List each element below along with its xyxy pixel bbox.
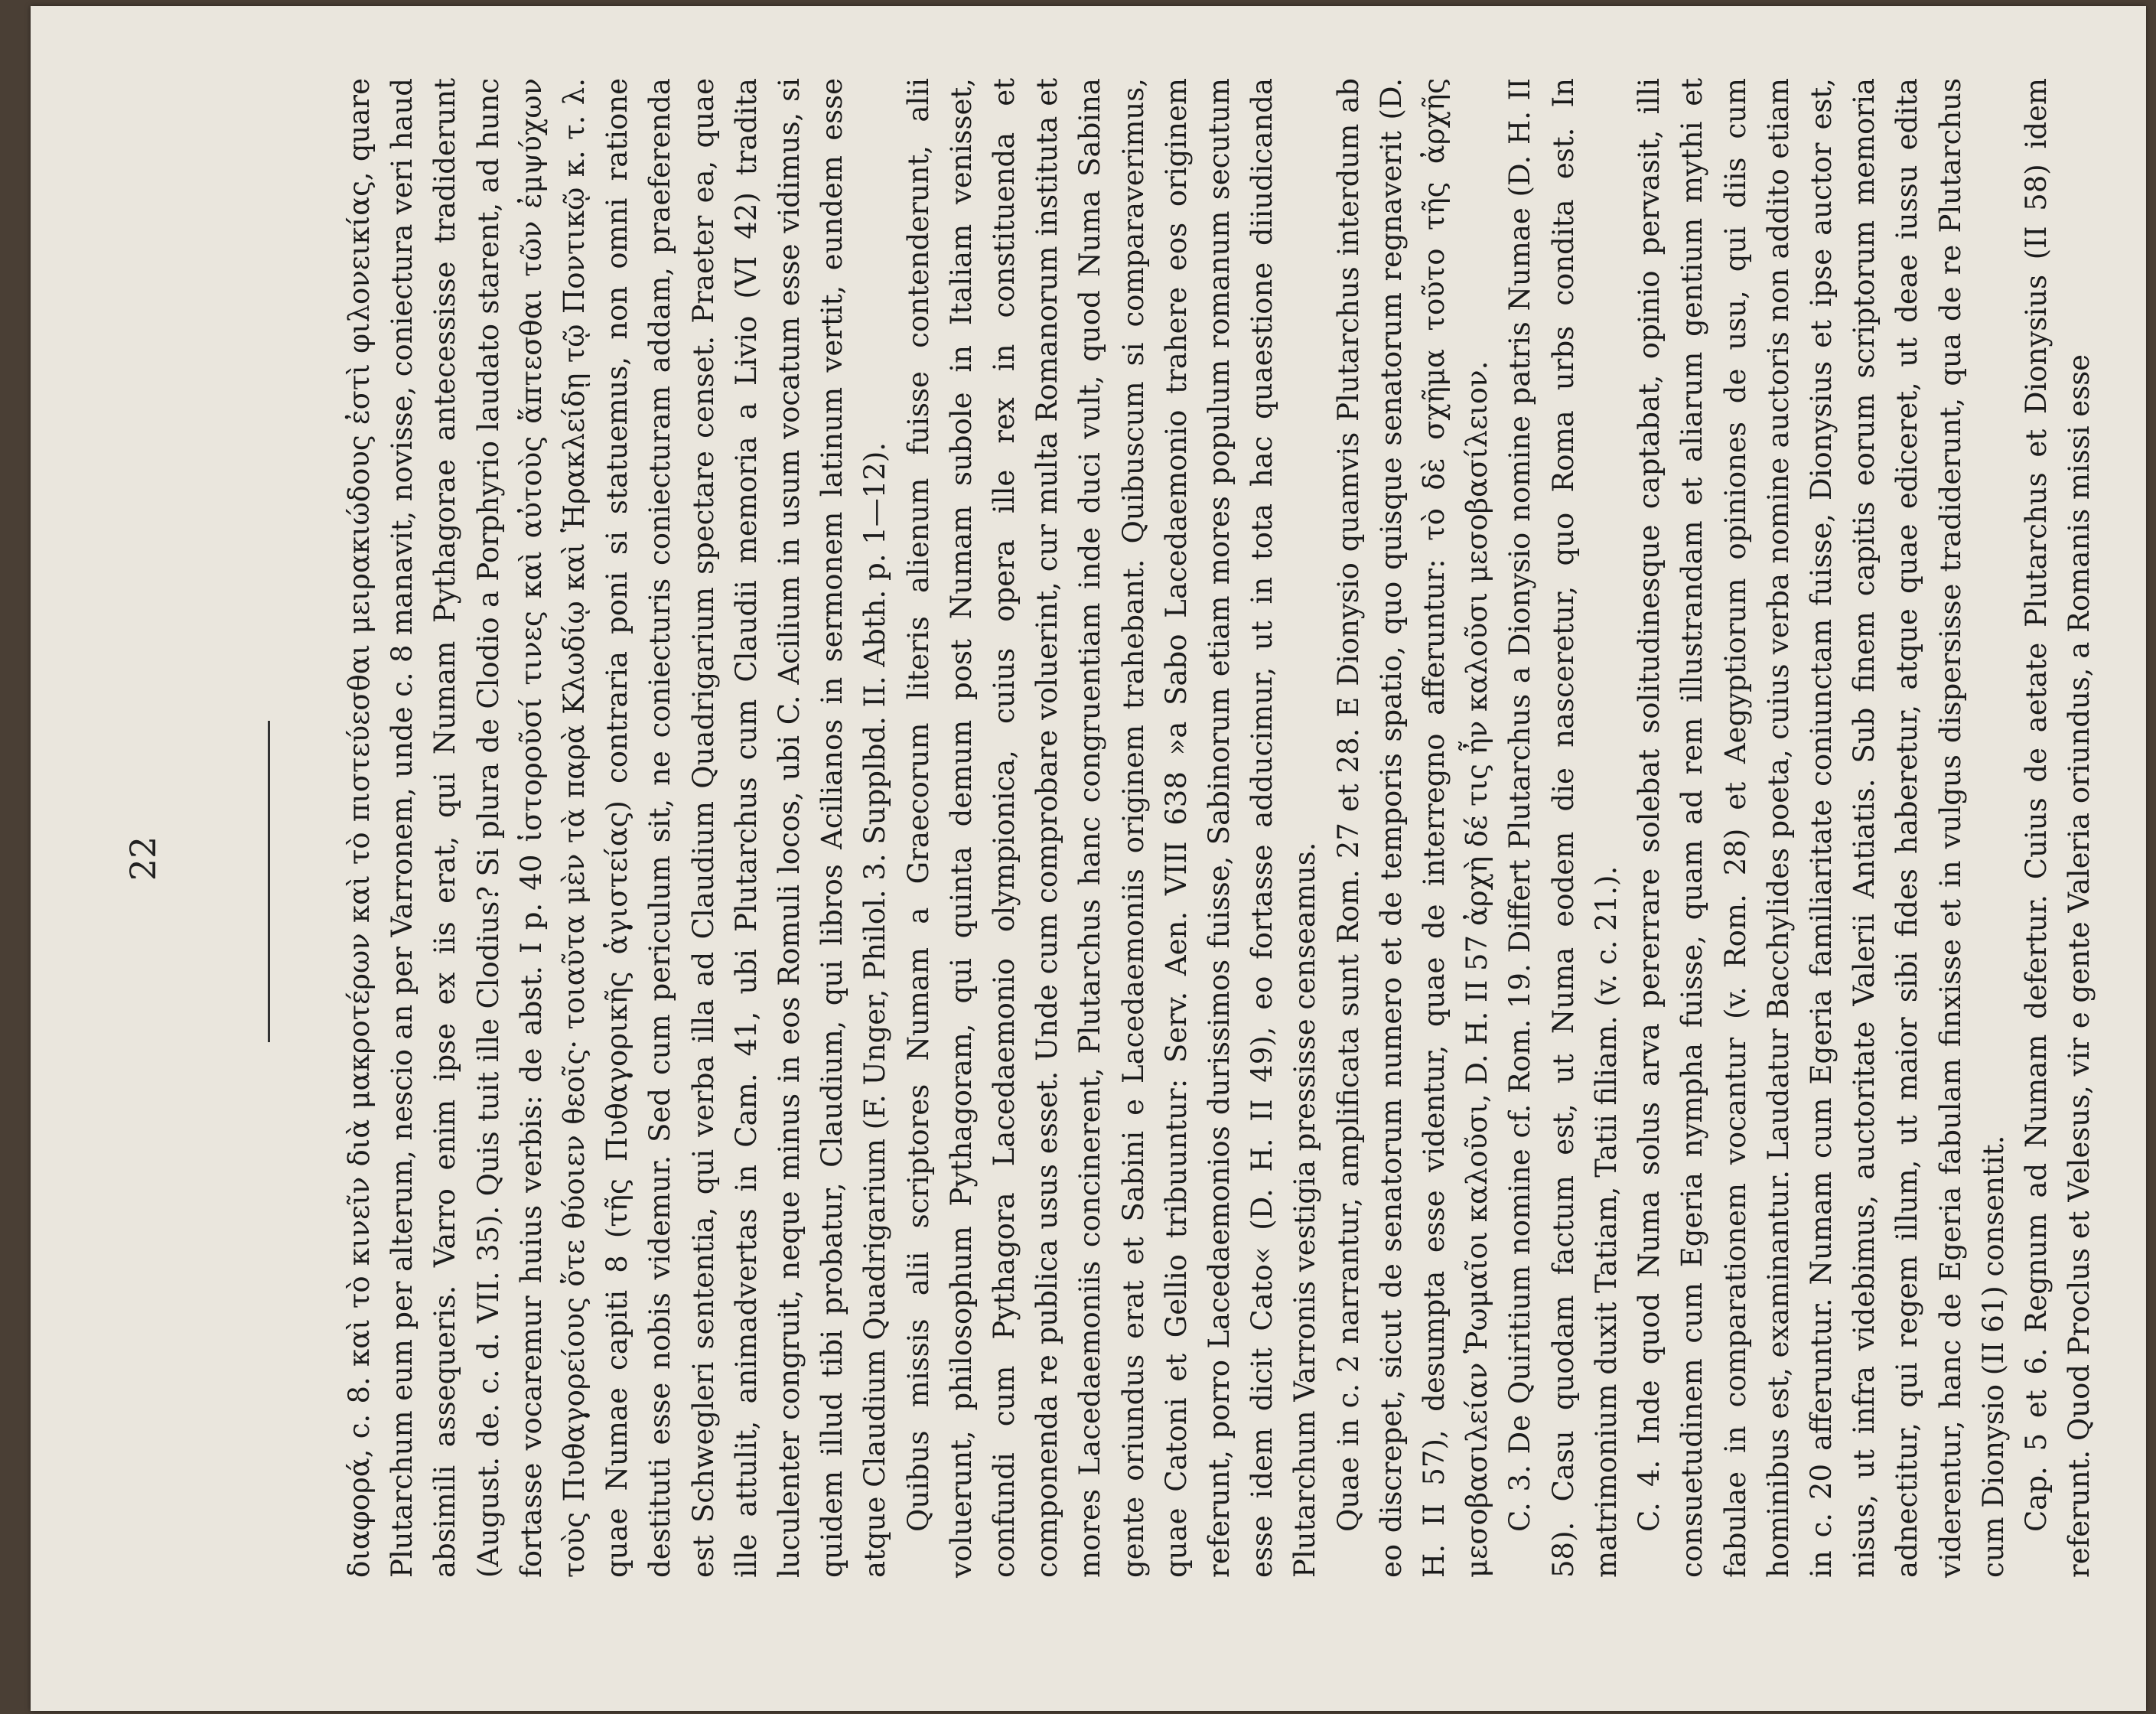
paragraph: Quibus missis alii scriptores Numam a Graecorum literis alienum fuisse contenderunt, alii voluerunt, philosophum Pythagoram, qui quinta demum post Numam subole in Italiam venisset, confundi cum Pythagora Lacedaemonio olympionica, cuius opera ille rex in constituenda et componenda re publica usus esset. Unde cum comprobare voluerint, cur multa Romanorum instituta et mores Lacedaemoniis concinerent, Plutarchus hanc congruentiam inde duci vult, quod Numa Sabina gente oriundus erat et Sabini e Lacedaemoniis originem trahebant. Quibuscum si comparaverimus, quae Catoni et Gellio tribuuntur: Serv. Aen. VIII 638 »a Sabo Lacedaemonio trahere eos originem referunt, porro Lacedaemonios durissimos fuisse, Sabinorum etiam mores populum romanum secutum esse idem dicit Cato« (D. H. II 49), eo fortasse adducimur, ut in tota hac quaestione diiudicanda Plutarchum Varronis vestigia pressisse censeamus. (901, 78, 1322, 1578)
paragraph: διαφορά, c. 8. καὶ τὸ κινεῖν διὰ μακροτέρων καὶ τὸ πιστεύεσθαι μειρακιώδους ἐστὶ φιλονεικίας, quare Plutarchum eum per alterum, nescio an per Varronem, unde c. 8 manavit, novisse, coniectura veri haud absimili assequeris. Varro enim ipse ex iis erat, qui Numam Pythagorae antecessisse tradiderunt (August. de. c. d. VII. 35). Quis tuit ille Clodius? Si plura de Clodio a Porphyrio laudato starent, ad hunc fortasse vocaremur huius verbis: de abst. I p. 40 ἱστοροῦσί τινες καὶ αὐτοὺς ἅπτεσθαι τῶν ἐμψύχων τοὺς Πυθαγορείους ὅτε θύοιεν θεοῖς· τοιαῦτα μὲν τὰ παρὰ Κλωδίῳ καὶ Ἡρακλείδῃ τῷ Ποντικῷ κ. τ. λ. quae Numae capiti 8 (τῆς Πυθαγορικῆς ἁγιστείας) contraria poni si statuemus, non omni ratione destituti esse nobis videmur. Sed cum periculum sit, ne coniecturis coniecturam addam, praeferenda est Schwegleri sententia, qui verba illa ad Claudium Quadrigarium spectare censet. Praeter ea, quae ille attulit, animadvertas in Cam. 41, ubi Plutarchus cum Claudii memoria a Livio (VI 42) tradita luculenter congruit, neque minus in eos Romuli locos, ubi C. Acilium in usum vocatum esse vidimus, si quidem illud tibi probatur, Claudium, qui libros Acilianos in sermonem latinum vertit, eundem esse atque Claudium Quadrigarium (F. Unger, Philol. 3. Supplbd. II. Abth. p. 1—12). (343, 78, 892, 1578)
rotated-text-block (109, 17, 2096, 1700)
body-text (338, 78, 2101, 1578)
page-number: 22 (122, 836, 164, 881)
scanned-page (31, 6, 2146, 1711)
paragraph: C. 3. De Quiritium nomine cf. Rom. 19. Differt Plutarchus a Dionysio nomine patris Numae (D. H. II 58). Casu quodam factum est, ut Numa eodem die nasceretur, quo Roma urbs condita est. In matrimonium duxit Tatiam, Tatii filiam. (v. c. 21.). (1503, 78, 1623, 1578)
paragraph: Cap. 5 et 6. Regnum ad Numam defertur. Cuius de aetate Plutarchus et Dionysius (II 58) idem referunt. Quod Proclus et Velesus, vir e gente Valeria oriundus, a Romanis missi esse (2019, 78, 2096, 1578)
paragraph: Quae in c. 2 narrantur, amplificata sunt Rom. 27 et 28. E Dionysio quamvis Plutarchus interdum ab eo discrepet, sicut de senatorum numero et de temporis spatio, quo quisque senatorum regnaverit (D. H. II 57), desumpta esse videntur, quae de interregno afferuntur: τὸ δὲ σχῆμα τοῦτο τῆς ἀρχῆς μεσοβασιλείαν Ῥωμαῖοι καλοῦσι, D. H. II 57 ἀρχὴ δέ τις ἦν καλοῦσι μεσοβασίλειον. (1331, 78, 1494, 1578)
paragraph: C. 4. Inde quod Numa solus arva pererrare solebat solitudinesque captabat, opinio pervasit, illi consuetudinem cum Egeria nympha fuisse, quam ad rem illustrandam et aliarum gentium mythi et fabulae in comparationem vocantur (v. Rom. 28) et Aegyptiorum opiniones de usu, qui diis cum hominibus est, examinantur. Laudatur Bacchylides poeta, cuius verba nomine auctoris non addito etiam in c. 20 afferuntur. Numam cum Egeria familiaritate coniunctam fuisse, Dionysius et ipse auctor est, nisus, ut infra videbimus, auctoritate Valerii Antiatis. Sub finem capitis eorum scriptorum memoria adnectitur, qui regem illum, ut maior sibi fides haberetur, atque quae ediceret, ut deae iussu edita viderentur, hanc de Egeria fabulam finxisse et in vulgus dispersisse tradiderunt, qua de re Plutarchus cum Dionysio (II 61) consentit. (1633, 78, 2010, 1578)
header-rule (268, 721, 270, 1042)
